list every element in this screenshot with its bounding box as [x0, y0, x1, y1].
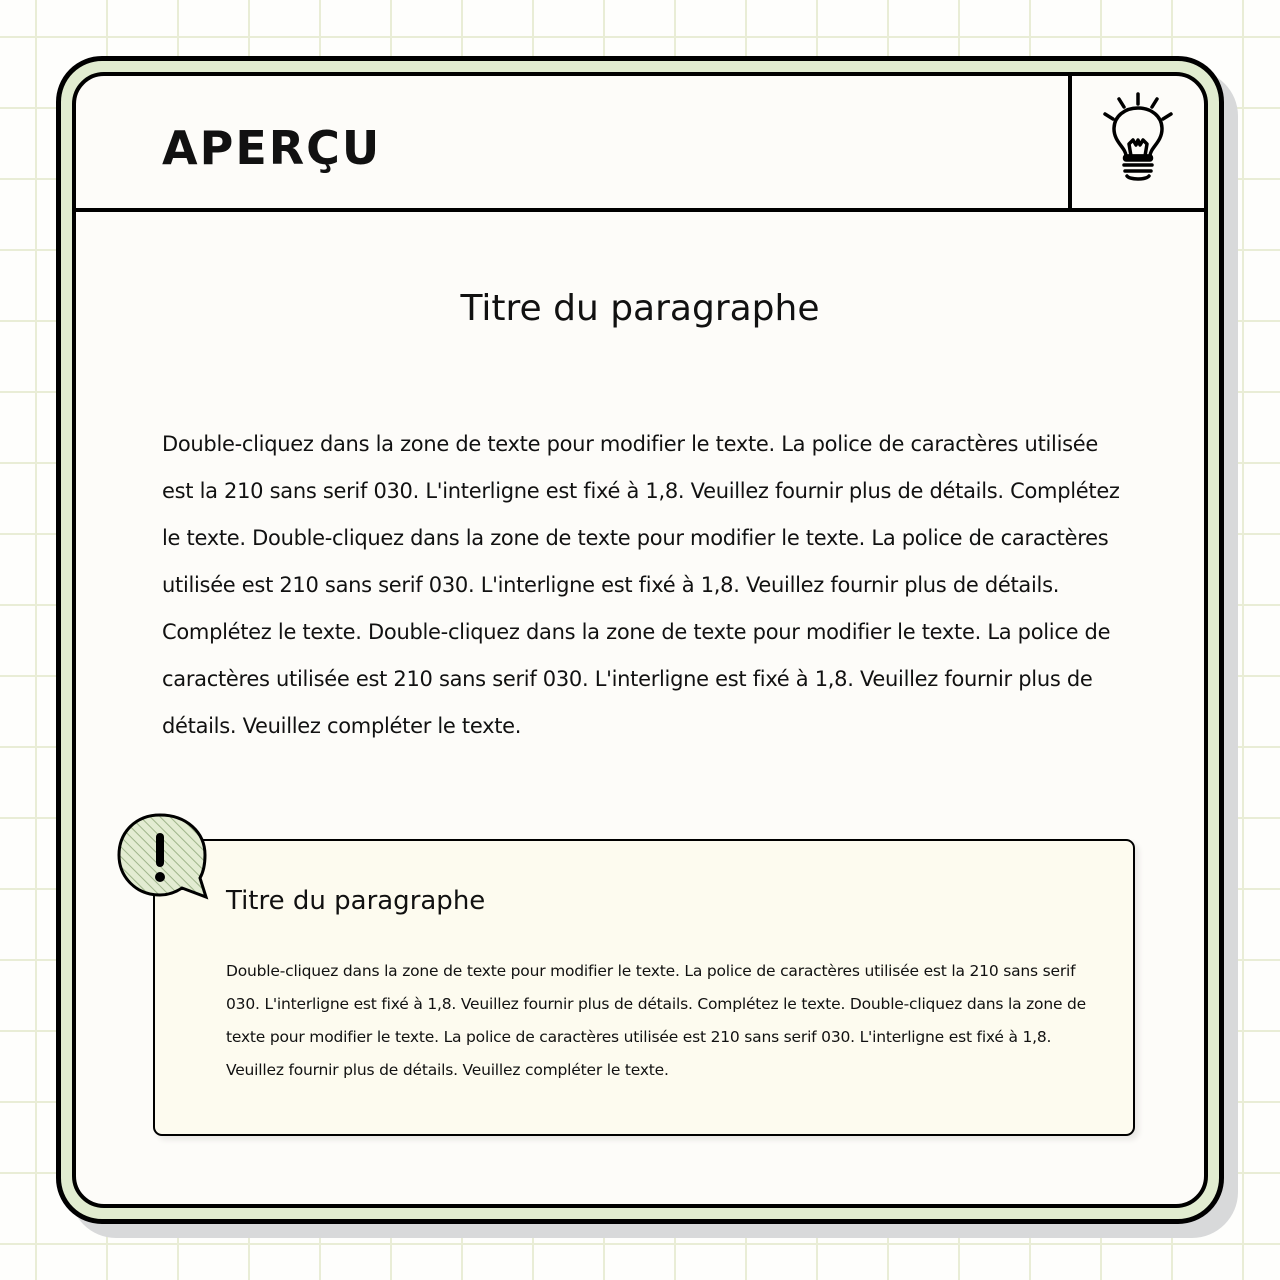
callout-title: Titre du paragraphe — [226, 886, 486, 916]
callout-box — [153, 839, 1135, 1136]
section-title: Titre du paragraphe — [460, 288, 820, 329]
header-icon-cell — [1068, 76, 1204, 208]
card-panel — [72, 72, 1208, 1208]
card-header — [76, 76, 1204, 212]
callout-body-text: Double-cliquez dans la zone de texte pour modifier le texte. La police de caractères utilisée est la 210 sans serif 030. L'interligne est fixé à 1,8. Veuillez fournir plus de détails. Complétez le texte. Double-cliquez dans la zone de texte pour modifier le texte. La police de caractères utilisée est 210 sans serif 030. L'interligne est fixé à 1,8. Veuillez fournir plus de détails. Veuillez compléter le texte. — [226, 962, 1086, 1079]
lightbulb-icon — [1100, 90, 1176, 186]
exclamation-speech-bubble-icon — [114, 811, 214, 911]
page-title: APERÇU — [162, 121, 382, 175]
section-body-text: Double-cliquez dans la zone de texte pour modifier le texte. La police de caractères utilisée est la 210 sans serif 030. L'interligne est fixé à 1,8. Veuillez fournir plus de détails. Complétez le texte. Double-cliquez dans la zone de texte pour modifier le texte. La police de caractères utilisée est 210 sans serif 030. L'interligne est fixé à 1,8. Veuillez fournir plus de détails. Complétez le texte. Double-cliquez dans la zone de texte pour modifier le texte. La police de caractères utilisée est 210 sans serif 030. L'interligne est fixé à 1,8. Veuillez fournir plus de détails. Veuillez compléter le texte. — [162, 432, 1120, 738]
